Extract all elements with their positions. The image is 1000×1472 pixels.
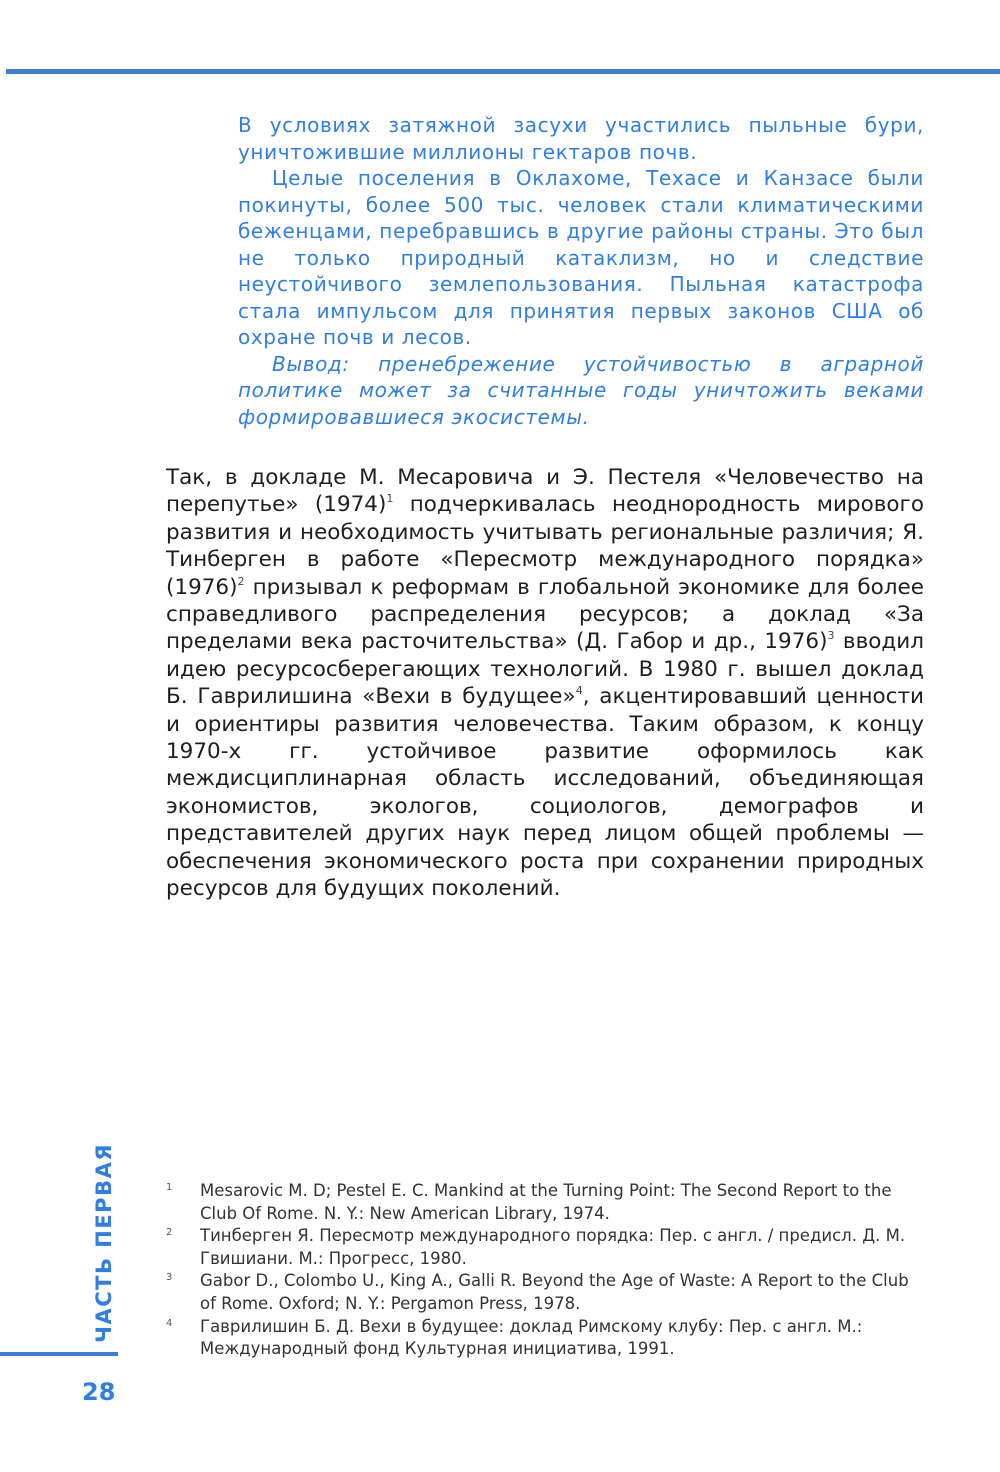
- footnote-ref-1[interactable]: 1: [386, 492, 394, 506]
- footnote-item: [160, 1225, 924, 1270]
- footnote-text: Тинберген Я. Пересмотр международного порядка: Пер. с англ. / предисл. Д. М. Гвишиани. М.: Прогресс, 1980.: [200, 1226, 906, 1268]
- page-number: 28: [82, 1378, 116, 1406]
- footnote-text: Mesarovic M. D; Pestel E. C. Mankind at the Turning Point: The Second Report to the Club Of Rome. N. Y.: New American Library, 1974.: [200, 1181, 892, 1223]
- footnote-item: [160, 1316, 924, 1361]
- body-paragraph: [166, 464, 924, 903]
- footnote-ref-3[interactable]: 3: [827, 629, 835, 643]
- body-segment-2: подчеркивалась неоднородность мирового развития и необходимость учитывать региональные различия; Я. Тинберген в работе «Пересмотр международного порядка» (1976): [166, 492, 924, 600]
- footnotes: [160, 1180, 924, 1361]
- highlight-box: [238, 112, 924, 430]
- side-rule: [0, 1352, 118, 1356]
- footnote-number: 1: [166, 1182, 173, 1193]
- box-paragraph-1: В условиях затяжной засухи участились пыльные бури, уничтожившие миллионы гектаров почв.: [238, 113, 924, 164]
- part-label: [84, 1140, 124, 1345]
- footnote-item: [160, 1180, 924, 1225]
- footnote-text: Gabor D., Colombo U., King A., Galli R. Beyond the Age of Waste: A Report to the Club of Rome. Oxford; N. Y.: Pergamon Press, 1978.: [200, 1271, 909, 1313]
- footnote-ref-2[interactable]: 2: [237, 574, 245, 588]
- footnote-item: [160, 1270, 924, 1315]
- footnote-ref-4[interactable]: 4: [575, 684, 583, 698]
- top-rule: [6, 69, 1000, 74]
- part-label-text: ЧАСТЬ ПЕРВАЯ: [92, 1142, 116, 1343]
- body-segment-5: , акцентировавший ценности и ориентиры развития человечества. Таким образом, к концу 1970-х гг. устойчивое развитие оформилось как междисциплинарная область исследований, объединяющая экономистов, экологов, социологов, демографов и представителей других наук перед лицом общей проблемы — обеспечения экономического роста при сохранении природных ресурсов для будущих поколений.: [166, 684, 925, 902]
- body-segment-4: вводил идею ресурсосберегающих технологий. В 1980 г. вышел доклад Б. Гаврилишина «Вехи в будущее»: [166, 629, 924, 710]
- footnote-number: 4: [166, 1317, 173, 1329]
- footnote-text: Гаврилишин Б. Д. Вехи в будущее: доклад Римскому клубу: Пер. с англ. М.: Международный фонд Культурная инициатива, 1991.: [200, 1316, 863, 1359]
- body-segment-3: призывал к реформам в глобальной экономике для более справедливого распределения ресурсов; а доклад «За пределами века расточительства» (Д. Габор и др., 1976): [166, 574, 924, 655]
- footnote-number: 2: [166, 1227, 173, 1239]
- body-text: [166, 464, 924, 903]
- box-paragraph-2: Целые поселения в Оклахоме, Техасе и Канзасе были покинуты, более 500 тыс. человек стали климатическими беженцами, перебравшись в другие районы страны. Это был не только природный катаклизм, но и следствие неустойчивого землепользования. Пыльная катастрофа стала импульсом для принятия первых законов США об охране почв и лесов.: [238, 166, 924, 349]
- box-conclusion: Вывод: пренебрежение устойчивостью в аграрной политике может за считанные годы уничтожить веками формировавшиеся экосистемы.: [238, 351, 924, 429]
- body-segment-1: Так, в докладе М. Месаровича и Э. Пестеля «Человечество на перепутье» (1974): [166, 465, 924, 518]
- footnote-number: 3: [166, 1272, 173, 1284]
